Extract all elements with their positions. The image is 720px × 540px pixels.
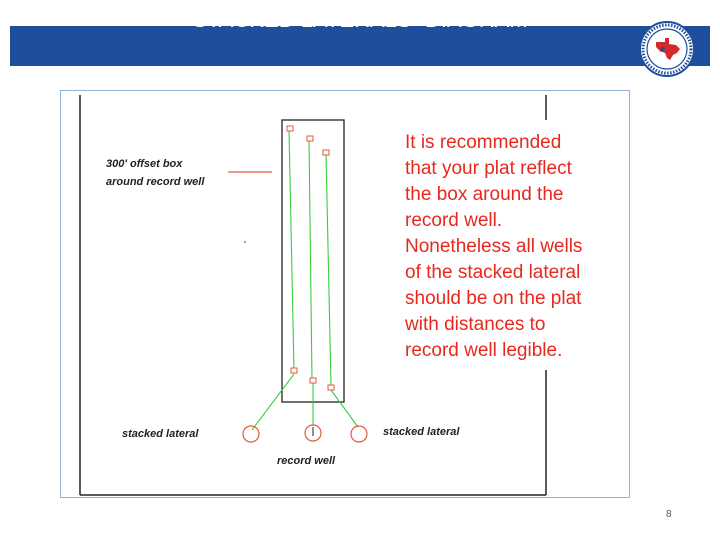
offset-box-label-line1: 300' offset box [106,158,183,170]
well-marker [310,378,316,383]
offset-box-label-line2: around record well [106,176,205,188]
lateral-line-left-upper [289,130,294,370]
callout-line: with distances to [405,314,546,335]
well-marker [328,385,334,390]
callout-line: the box around the [405,184,564,205]
callout-line: that your plat reflect [405,158,572,179]
stray-dot [244,241,246,243]
surface-circle-left [243,426,259,442]
callout-line: record well legible. [405,340,563,361]
page-number: 8 [666,509,672,520]
state-seal-icon [638,20,696,78]
stacked-lateral-label-right: stacked lateral [383,426,460,438]
well-marker [287,126,293,131]
callout-line: It is recommended [405,132,562,153]
callout-line: of the stacked lateral [405,262,581,283]
slide-title: STACKED LATERALS- DIAGRAM [192,7,528,32]
lateral-line-right-upper [326,153,331,386]
recommendation-callout [405,130,630,364]
well-marker [323,150,329,155]
well-marker [307,136,313,141]
callout-line: record well. [405,210,503,231]
record-well-label: record well [277,455,336,467]
lateral-line-center-upper [309,139,312,380]
callout-line: should be on the plat [405,288,582,309]
stacked-lateral-label-left: stacked lateral [122,428,199,440]
surface-circle-right [351,426,367,442]
callout-line: Nonetheless all wells [405,236,583,257]
well-marker [291,368,297,373]
